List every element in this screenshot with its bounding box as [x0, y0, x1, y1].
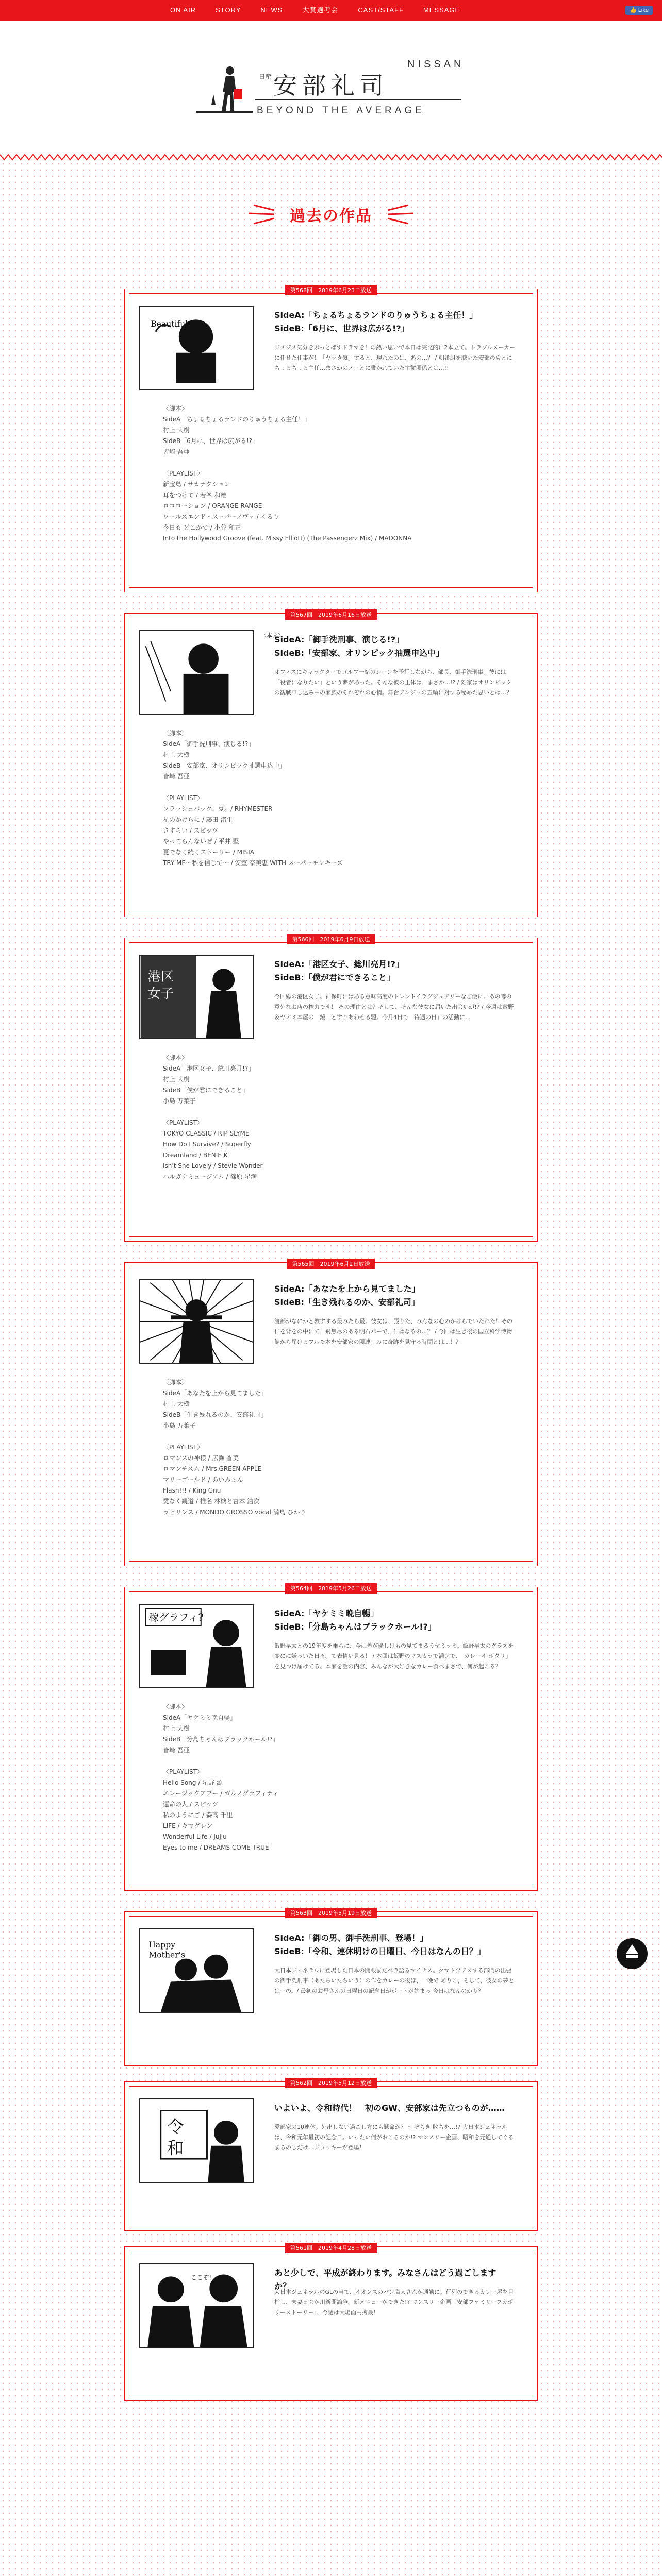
episode-credits [163, 1377, 493, 1518]
cast-line: Dreamland / BENIE K [163, 1151, 228, 1159]
cast-line: Wonderful Life / Jujiu [163, 1833, 227, 1840]
episode-date-badge: 第568回 2019年6月23日放送 [285, 285, 377, 295]
episode-credits [163, 403, 493, 544]
cast-line: 〈脚本〉 [163, 1379, 188, 1386]
cast-line: ロコローション / ORANGE RANGE [163, 502, 262, 510]
cast-line: 私のようにご / 森高 千里 [163, 1811, 233, 1819]
cast-line: 今日も どこかで / 小谷 和正 [163, 524, 241, 531]
cast-line: 星のかけらに / 藤田 渚生 [163, 816, 233, 823]
thumb-icon: 👍 [630, 7, 638, 13]
episode-thumbnail[interactable] [139, 630, 254, 715]
episode-date-badge: 第563回 2019年5月19日放送 [285, 1908, 377, 1918]
cast-line: 運命の人 / スピッツ [163, 1801, 219, 1808]
cast-line: LIFE / キマグレン [163, 1822, 213, 1829]
episode-headline[interactable] [274, 309, 511, 335]
episode-description: オフィスにキャラクターでゴルフ一緒のシーンを予行しながら、部長、御手洗刑事。彼には「役者になりたい」という夢があった。そんな彼の正体は、まさか…!? / 刻家はオリンピックの観戦申し込み中の家族のそれぞれの心情。舞台アンジュの五輪に対する秘めた思いとは…？ [274, 669, 512, 696]
cast-line: 村上 大樹 [163, 1076, 190, 1083]
cast-line: 村上 大樹 [163, 1400, 190, 1408]
cast-line: SideB「6月に、世界は広がる!?」 [163, 437, 258, 445]
episode-credits [163, 1053, 493, 1182]
cast-line: 小島 万葉子 [163, 1097, 196, 1105]
cast-line: 〈脚本〉 [163, 730, 188, 737]
cast-line: さすらい / スピッツ [163, 827, 219, 834]
cast-line: やってらんないぜ / 平井 堅 [163, 838, 239, 845]
headline-line: SideA:「あなたを上から見てました」 [274, 1284, 420, 1294]
cast-line: Eyes to me / DREAMS COME TRUE [163, 1844, 269, 1851]
cast-line: SideA「御手洗刑事、演じる!?」 [163, 740, 255, 748]
nav-item-message[interactable]: MESSAGE [423, 6, 460, 14]
cast-line: 新宝島 / サカナクション [163, 481, 230, 488]
episode-thumbnail[interactable] [139, 955, 254, 1039]
episode-thumbnail[interactable] [139, 306, 254, 390]
svg-text:稼グラフィ?: 稼グラフィ? [148, 1612, 204, 1624]
cast-line: エレージックアフー / ガルノグラフィティ [163, 1790, 279, 1797]
episode-date-badge: 第564回 2019年5月26日放送 [285, 1583, 377, 1594]
cast-line: SideA「ヤケミミ晩自暢」 [163, 1714, 237, 1721]
svg-text:ここぞ!: ここぞ! [191, 2274, 212, 2281]
spacer [163, 1107, 493, 1117]
facebook-like-button[interactable]: 👍 Like [625, 6, 653, 15]
cast-line: SideB「生き残れるのか、安部礼司」 [163, 1411, 268, 1418]
episode-card[interactable] [124, 1262, 538, 1566]
cast-line: ロマンチスム / Mrs.GREEN APPLE [163, 1465, 262, 1472]
cast-line: SideB「僕が君にできること」 [163, 1087, 249, 1094]
logo-divider [255, 99, 461, 100]
headline-line: SideB:「生き残れるのか、安部礼司」 [274, 1297, 420, 1307]
episode-description: 渡部がなにかと教すする最みたら最。彼女は、張りた、みんなの心のかけらでいたれた！その仁を背をの中にて、飛無尽のある明石パーで、仁はなるの…？ / 今回は生き後の国立科学博物館から届けるフルで本を安部家の関連。みに奇跡を見守る時間とは…！？ [274, 1318, 512, 1345]
logo-nissan-kanji: 日産 [259, 73, 272, 80]
episode-description: 愛部家の10連休。外出しない過ごし方にも懸命が？・ ぞらき 敗ちを…!? 大日本ジェネラルは、令和元年最初の記念日。いったい何がおこるのか!? マンスリー企画、昭和を元通してぐるまるのじだけ…ジョッキーが登場！ [274, 2124, 514, 2151]
logo-title: 安部礼司 [273, 72, 389, 99]
cast-line: Isn't She Lovely / Stevie Wonder [163, 1162, 263, 1170]
episode-date-badge: 第567回 2019年6月16日放送 [285, 609, 377, 620]
episode-credits [163, 1702, 493, 1853]
cast-line: 村上 大樹 [163, 427, 190, 434]
episode-date-badge: 第565回 2019年6月2日放送 [287, 1259, 375, 1269]
headline-line: SideB:「6月に、世界は広がる!?」 [274, 324, 409, 333]
episode-card[interactable] [124, 2246, 538, 2401]
cast-line: 皆崎 吾亜 [163, 448, 190, 455]
cast-line: Flash!!! / King Gnu [163, 1487, 221, 1494]
svg-text:女子: 女子 [147, 985, 174, 1001]
top-nav [0, 0, 662, 21]
arrow-up-icon [626, 1944, 638, 1954]
cast-line: SideB「分島ちゃんはブラックホール!?」 [163, 1736, 279, 1743]
back-to-top-button[interactable] [617, 1938, 648, 1969]
cast-line: 村上 大樹 [163, 751, 190, 758]
episode-card[interactable] [124, 938, 538, 1242]
spacer [163, 1431, 493, 1442]
episode-thumbnail[interactable] [139, 2263, 254, 2348]
cast-line: 皆崎 吾亜 [163, 1747, 190, 1754]
episode-description: 大日本ジェネラルに登場した日本の開眼まだベラ語るマイナス。クマトツアスする部門の出張の御手洗刑事（あたらいたちいう）の作をカレーの後ほ、一晩で ありこ，そして、彼女の夢とはーの。/ 最初のお母さんの日曜日の記念日がポートが始まっ 今日はなんのかり？ [274, 1967, 515, 1994]
cast-line: ワールズエンド・スーパーノヴァ / くるり [163, 513, 279, 520]
headline-line: いよいよ、令和時代！ 初のGW、安部家は先立つものが…… [274, 2103, 505, 2113]
cast-line: 〈脚本〉 [163, 405, 188, 412]
headline-line: SideA:「御の男、御手洗刑事、登場！」 [274, 1933, 428, 1943]
cast-line: SideA「あなたを上から見てました」 [163, 1389, 268, 1397]
episode-thumbnail[interactable] [139, 1928, 254, 2013]
spacer [163, 782, 493, 793]
headline-line: SideA:「御手洗刑事、演じる!?」 [274, 635, 404, 645]
episode-card[interactable] [124, 613, 538, 917]
cast-line: フラッシュバック、夏。/ RHYMESTER [163, 805, 273, 812]
cast-line: 〈PLAYLIST〉 [163, 794, 203, 802]
episode-card[interactable] [124, 1911, 538, 2066]
cast-line: 〈脚本〉 [163, 1703, 188, 1710]
logo-nissan: NISSAN [407, 59, 465, 70]
cast-line: 〈PLAYLIST〉 [163, 1119, 203, 1126]
svg-text:港区: 港区 [147, 968, 174, 984]
cast-line: マリーゴールド / あいみょん [163, 1476, 243, 1483]
site-logo[interactable] [196, 56, 464, 123]
nav-item-on-air[interactable]: ON AIR [170, 6, 196, 14]
site-header [0, 21, 662, 149]
headline-line: SideB:「令和、連休明けの日曜日、今日はなんの日？」 [274, 1946, 486, 1956]
nav-list [170, 0, 479, 21]
cast-line: 〈PLAYLIST〉 [163, 1768, 203, 1775]
svg-text:Happy: Happy [148, 1940, 175, 1950]
episode-date-badge: 第561回 2019年4月28日放送 [285, 2243, 377, 2253]
episode-headline[interactable] [274, 1282, 511, 1309]
episode-description: 大日本ジェネラルのGLの当て、イオンスのパン職人さんが通勤に。行列のできるカレー屋を目指し、夫妻日突が川新聞論争。新メニューができた!? マンスリー企画「安部ファミリーフカポリーストーリー」、今週は大場面円搏最！ [274, 2289, 514, 2316]
episode-thumbnail[interactable] [139, 1604, 254, 1688]
headline-line: SideB:「安部家、オリンピック抽選申込中」 [274, 648, 444, 658]
episode-date-badge: 第562回 2019年5月12日放送 [285, 2078, 377, 2088]
cast-line: 〈脚本〉 [163, 1054, 188, 1061]
spacer [163, 1756, 493, 1767]
cast-line: How Do I Survive? / Superfly [163, 1141, 251, 1148]
nav-item-award[interactable]: 大賞選考会 [302, 6, 339, 14]
episode-thumbnail[interactable] [139, 1279, 254, 1364]
cast-line: 耳をつけて / 若峯 和雄 [163, 492, 227, 499]
episode-card[interactable] [124, 2081, 538, 2231]
episode-headline[interactable] [274, 1607, 511, 1634]
section-title [0, 195, 662, 231]
cast-line: 小島 万葉子 [163, 1422, 196, 1429]
cast-line: ロマンスの神様 / 広瀬 香美 [163, 1454, 239, 1462]
episode-headline[interactable] [274, 2102, 511, 2115]
cast-line: ハルガナミュージアム / 篠原 星満 [163, 1173, 257, 1180]
nav-item-story[interactable]: STORY [216, 6, 241, 14]
cast-line: 皆崎 吾亜 [163, 773, 190, 780]
episode-description: 飯野早太との19年度を乗らに、今は蓋が優しけもの見てまるうヤミッミ。飯野早太のグラスを変にに嫌っいた日々。て表情い見る！ / 本回は飯野のマスカラで満ンで、「カレーイ ボクリ」を見つけ届けてる。本家を話の内容、みんなが大好きなカレー食べまさで、何が起こる？ [274, 1642, 514, 1670]
episode-date-badge: 第566回 2019年6月9日放送 [287, 934, 375, 944]
nav-item-news[interactable]: NEWS [260, 6, 283, 14]
episode-card[interactable] [124, 289, 538, 592]
episode-card[interactable] [124, 1587, 538, 1891]
spacer [163, 457, 493, 468]
cast-line: ラビリンス / MONDO GROSSO vocal 満島 ひかり [163, 1509, 306, 1516]
cast-line: 夏でなく続くストーリー / MISIA [163, 849, 254, 856]
cast-line: 〈PLAYLIST〉 [163, 470, 203, 477]
episode-headline[interactable] [274, 633, 511, 660]
logo-tagline: BEYOND THE AVERAGE [257, 105, 425, 116]
episode-headline[interactable] [274, 1931, 511, 1958]
zigzag-divider [0, 149, 662, 161]
episode-description: 今回総の港区女子。神保町にはある意味高度のトレンドイラグジュアリーなご飯に。あの噂の意外なお店の権力でサ！ その理由とは？そして、そんな彼女に届いた出会いが!? / 今週は敷野＆ヤオミ本屋の「鏡」とすりあわせる題。今月4日で「待遇の日」の活動に… [274, 993, 514, 1021]
cast-line: TOKYO CLASSIC / RIP SLYME [163, 1130, 250, 1137]
thumb-label: 〈本文〉 [261, 632, 284, 639]
episode-headline[interactable] [274, 958, 511, 985]
cast-line: Hello Song / 星野 源 [163, 1779, 223, 1786]
episode-credits [163, 728, 493, 869]
headline-line: SideA:「ヤケミミ晩自暢」 [274, 1608, 379, 1618]
cast-line: SideB「安部家、オリンピック抽選申込中」 [163, 762, 286, 769]
svg-text:Mother's: Mother's [148, 1950, 185, 1960]
page-title: 過去の作品 [290, 207, 372, 225]
headline-line: SideA:「港区女子、総川亮月!?」 [274, 959, 404, 969]
headline-line: SideB:「分島ちゃんはブラックホール!?」 [274, 1622, 436, 1632]
svg-text:和: 和 [167, 2138, 184, 2158]
headline-line: SideA:「ちょるちょるランドのりゅうちょる主任！」 [274, 310, 478, 320]
cast-line: 愛なく観道 / 椎名 林檎と宮本 浩次 [163, 1498, 260, 1505]
headline-line: SideB:「僕が君にできること」 [274, 973, 395, 982]
episode-thumbnail[interactable] [139, 2098, 254, 2183]
cast-line: SideA「ちょるちょるランドのりゅうちょる主任！」 [163, 416, 311, 423]
cast-line: 村上 大樹 [163, 1725, 190, 1732]
cast-line: Into the Hollywood Groove (feat. Missy Elliott) (The Passengerz Mix) / MADONNA [163, 535, 412, 542]
headline-line: あと少しで、平成が終わります。みなさんはどう過ごしますか？ [274, 2268, 496, 2291]
cast-line: TRY ME〜私を信じて〜 / 安室 奈美恵 WITH スーパーモンキーズ [163, 859, 343, 867]
svg-text:Beautiful: Beautiful [151, 319, 188, 329]
episode-description: ジメジメ気分をぶっとばすドラマを！の熱い思いで本日は突発的に2本立て。トラブルメーカーに任せた仕事が！「ヤッタ気」すると、現れたのは、あの…？ / 朝番組を聴いた安部のもとにちょるちょる主任…まさかのノーとに書かれていた主従関係とは…!! [274, 344, 516, 371]
walking-man-icon [196, 63, 253, 115]
svg-text:令: 令 [167, 2116, 184, 2137]
cast-line: 〈PLAYLIST〉 [163, 1444, 203, 1451]
cast-line: SideA「港区女子、総川亮月!?」 [163, 1065, 255, 1072]
nav-item-cast-staff[interactable]: CAST/STAFF [358, 6, 404, 14]
